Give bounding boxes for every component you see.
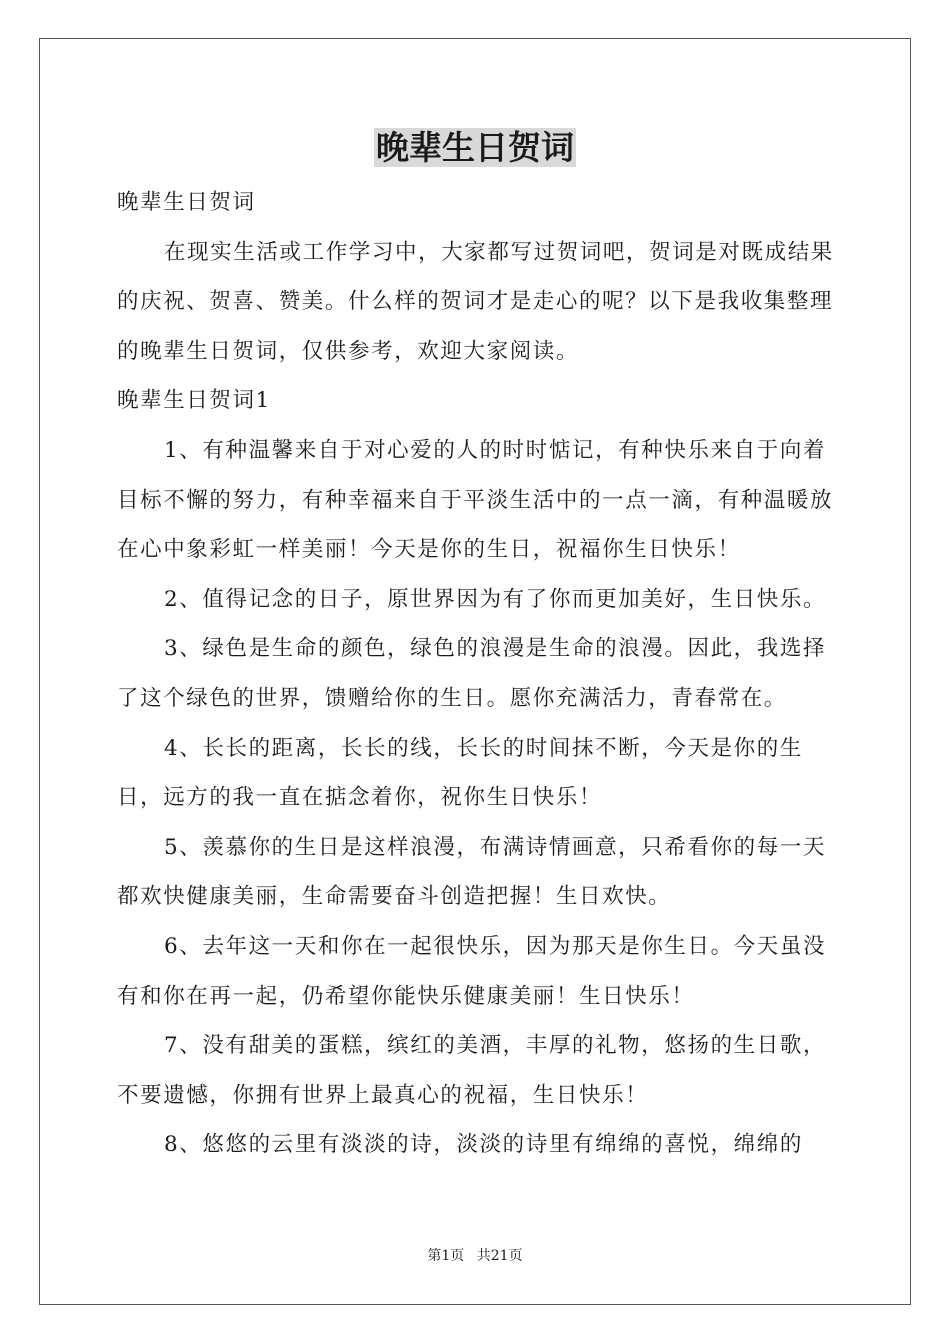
page-number: 第1页 — [427, 1248, 465, 1264]
page-footer — [0, 1246, 950, 1266]
document-title-text: 晚辈生日贺词 — [376, 128, 574, 167]
paragraph-subtitle: 晚辈生日贺词 — [117, 190, 256, 215]
section-heading: 晚辈生日贺词1 — [117, 388, 271, 414]
paragraph-item-7: 7、没有甜美的蛋糕，缤红的美酒，丰厚的礼物，悠扬的生日歌，不要遗憾，你拥有世界上最真心的祝福，生日快乐！ — [117, 1033, 827, 1108]
paragraph-intro: 在现实生活或工作学习中，大家都写过贺词吧，贺词是对既成结果的庆祝、贺喜、赞美。什么样的贺词才是走心的呢？以下是我收集整理的晚辈生日贺词，仅供参考，欢迎大家阅读。 — [117, 239, 834, 364]
document-body — [117, 178, 837, 1170]
paragraph-item-8: 8、悠悠的云里有淡淡的诗，淡淡的诗里有绵绵的喜悦，绵绵的 — [164, 1132, 803, 1158]
paragraph-item-1: 1、有种温馨来自于对心爱的人的时时惦记，有种快乐来自于向着目标不懈的努力，有种幸福来自于平淡生活中的一点一滴，有种温暖放在心中象彩虹一样美丽！今天是你的生日，祝福你生日快乐！ — [117, 437, 834, 563]
paragraph-item-3: 3、绿色是生命的颜色，绿色的浪漫是生命的浪漫。因此，我选择了这个绿色的世界，馈赠给你的生日。愿你充满活力，青春常在。 — [117, 636, 827, 711]
paragraph-item-2: 2、值得记念的日子，原世界因为有了你而更加美好，生日快乐。 — [164, 586, 827, 612]
document-title — [0, 126, 950, 170]
paragraph-item-5: 5、羡慕你的生日是这样浪漫，布满诗情画意，只希看你的每一天都欢快健康美丽，生命需要奋斗创造把握！生日欢快。 — [117, 834, 827, 910]
page-total: 共21页 — [476, 1248, 523, 1264]
paragraph-item-6: 6、去年这一天和你在一起很快乐，因为那天是你生日。今天虽没有和你在再一起，仍希望你能快乐健康美丽！生日快乐！ — [117, 933, 827, 1009]
paragraph-item-4: 4、长长的距离，长长的线，长长的时间抹不断，今天是你的生日，远方的我一直在掂念着你，祝你生日快乐！ — [117, 735, 803, 811]
